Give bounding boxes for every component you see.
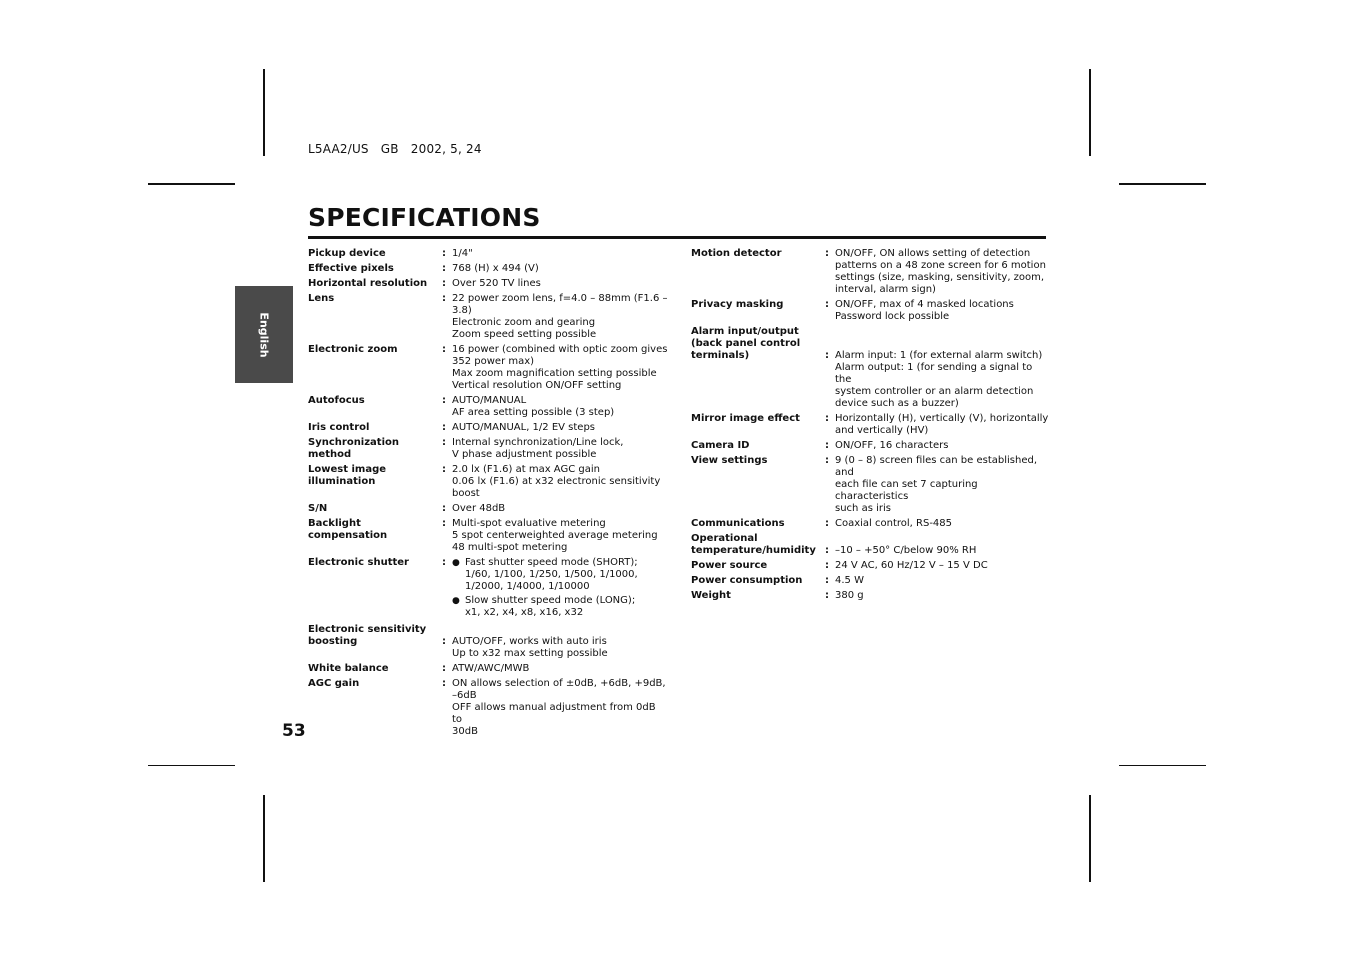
crop-mark-top-left-vertical [263,69,265,156]
bullet-dot-icon: ● [452,596,460,606]
spec-value-line: AUTO/MANUAL, 1/2 EV steps [452,422,595,433]
spec-label: Mirror image effect [691,413,800,424]
spec-value-line: 380 g [835,590,864,601]
spec-bullet-text [465,595,668,619]
spec-value-line: –10 – +50° C/below 90% RH [835,545,977,556]
spec-bullet-text [465,557,668,593]
spec-row [691,455,1051,515]
spec-row [691,440,1051,452]
spec-label: Pickup device [308,248,386,259]
spec-label: Power source [691,560,768,571]
spec-label: Privacy masking [691,299,784,310]
spec-value-line: AF area setting possible (3 step) [452,407,615,418]
spec-value [835,299,1051,323]
spec-row [308,678,668,738]
spec-separator: : [442,503,446,514]
spec-value-line: 16 power (combined with optic zoom gives [452,344,668,355]
spec-value [452,678,668,738]
spec-value [452,422,668,434]
spec-value-line: Over 48dB [452,503,506,514]
spec-value [452,636,668,660]
spec-label-line: (back panel control [691,338,801,349]
spec-row [691,518,1051,530]
spec-value-line: Electronic zoom and gearing [452,317,596,328]
spec-label-line: Electronic sensitivity [308,624,427,635]
spec-row [308,263,668,275]
spec-value-line: 9 (0 – 8) screen files can be established, and [835,455,1038,478]
crop-mark-bottom-right-horizontal [1119,765,1206,766]
spec-value-line: 30dB [452,726,478,737]
spec-separator: : [442,663,446,674]
document-code-header: L5AA2/US GB 2002, 5, 24 [308,142,482,156]
spec-label: Backlight compensation [308,518,388,541]
spec-separator: : [442,437,446,448]
bullet-dot-icon: ● [452,558,460,568]
spec-row [308,503,668,515]
spec-label: AGC gain [308,678,360,689]
spec-row [308,518,668,554]
spec-separator: : [442,278,446,289]
spec-separator: : [442,344,446,355]
crop-mark-bottom-left-vertical [263,795,265,882]
spec-separator: : [442,557,446,568]
spec-label: Weight [691,590,731,601]
spec-value [452,293,668,341]
spec-value-line: 768 (H) x 494 (V) [452,263,539,274]
crop-mark-bottom-left-horizontal [148,765,235,766]
spec-value [835,455,1051,515]
spec-value-line: 1/60, 1/100, 1/250, 1/500, 1/1000, [465,569,638,580]
crop-mark-top-right-horizontal [1119,183,1206,185]
spec-label: Power consumption [691,575,803,586]
spec-value [835,590,1051,602]
spec-row [308,248,668,260]
spec-row [308,437,668,461]
spec-value [835,350,1051,410]
spec-value [452,263,668,275]
spec-value-line: Max zoom magnification setting possible [452,368,657,379]
spec-value-line: and vertically (HV) [835,425,929,436]
spec-value-line: 2.0 lx (F1.6) at max AGC gain [452,464,600,475]
specs-right-column [691,248,1051,605]
spec-separator: : [442,293,446,304]
spec-row [308,422,668,434]
spec-separator: : [442,395,446,406]
spec-value-line: interval, alarm sign) [835,284,936,295]
spec-value [835,545,1051,557]
spec-label: Effective pixels [308,263,394,274]
spec-value-line: Horizontally (H), vertically (V), horizontally [835,413,1049,424]
spec-separator: : [442,636,446,647]
spec-row [691,533,1051,557]
spec-label: S/N [308,503,328,514]
spec-value-line: Fast shutter speed mode (SHORT); [465,557,638,568]
spec-bullet-item [452,595,668,619]
spec-label: Electronic zoom [308,344,398,355]
spec-value-line: ATW/AWC/MWB [452,663,530,674]
spec-separator: : [825,545,829,556]
spec-row [308,278,668,290]
spec-value-line: Vertical resolution ON/OFF setting [452,380,622,391]
spec-separator: : [442,464,446,475]
specs-left-column [308,248,668,741]
spec-value-line: 1/2000, 1/4000, 1/10000 [465,581,590,592]
spec-value-line: 24 V AC, 60 Hz/12 V – 15 V DC [835,560,988,571]
spec-separator: : [442,422,446,433]
spec-row [691,575,1051,587]
spec-value-line: Multi-spot evaluative metering [452,518,606,529]
spec-label: Synchronization method [308,437,400,460]
spec-value-line: each file can set 7 capturing characteristics [835,479,978,502]
spec-value [452,395,668,419]
spec-value [835,413,1051,437]
spec-label-line: temperature/humidity [691,545,816,556]
spec-row [308,557,668,621]
spec-separator: : [442,678,446,689]
spec-label: Electronic shutter [308,557,409,568]
spec-label: View settings [691,455,768,466]
spec-value-line: such as iris [835,503,891,514]
spec-value-line: 352 power max) [452,356,535,367]
spec-separator: : [442,263,446,274]
spec-value-line: device such as a buzzer) [835,398,959,409]
spec-value [835,248,1051,296]
spec-separator: : [442,518,446,529]
crop-mark-top-left-horizontal [148,183,235,185]
spec-value [452,557,668,621]
spec-label [691,326,825,410]
spec-label: Camera ID [691,440,750,451]
spec-value-line: OFF allows manual adjustment from 0dB to [452,702,656,725]
page-number: 53 [282,721,306,741]
spec-separator: : [825,350,829,361]
spec-label: Communications [691,518,785,529]
spec-row [308,464,668,500]
spec-value [452,464,668,500]
spec-value-line: Alarm output: 1 (for sending a signal to the [835,362,1033,385]
spec-value-line: ON allows selection of ±0dB, +6dB, +9dB, –6dB [452,678,666,701]
spec-value-line: 1/4" [452,248,473,259]
spec-separator: : [825,575,829,586]
spec-separator: : [825,455,829,466]
spec-separator: : [825,560,829,571]
spec-label: Motion detector [691,248,782,259]
spec-label-line: terminals) [691,350,750,361]
spec-value-line: 48 multi-spot metering [452,542,568,553]
crop-mark-bottom-right-vertical [1089,795,1091,882]
spec-separator: : [825,413,829,424]
spec-separator: : [825,299,829,310]
language-tab-label: English [257,311,271,358]
spec-row [308,344,668,392]
spec-value-line: settings (size, masking, sensitivity, zoom, [835,272,1045,283]
spec-value [452,437,668,461]
spec-value-line: system controller or an alarm detection [835,386,1034,397]
spec-value-line: boost [452,488,480,499]
spec-label-line: boosting [308,636,358,647]
spec-label: Lens [308,293,335,304]
spec-row [308,395,668,419]
spec-value [835,440,1051,452]
spec-value [452,344,668,392]
spec-label: White balance [308,663,389,674]
spec-value-line: Over 520 TV lines [452,278,541,289]
spec-row [691,590,1051,602]
spec-value-line: Internal synchronization/Line lock, [452,437,624,448]
spec-separator: : [825,518,829,529]
spec-value-line: AUTO/MANUAL [452,395,527,406]
spec-separator: : [442,248,446,259]
crop-mark-top-right-vertical [1089,69,1091,156]
spec-label: Horizontal resolution [308,278,428,289]
spec-value-line: Slow shutter speed mode (LONG); [465,595,636,606]
spec-value-line: 3.8) [452,305,472,316]
spec-value-line: Coaxial control, RS-485 [835,518,953,529]
spec-value-line: V phase adjustment possible [452,449,597,460]
spec-label: Autofocus [308,395,365,406]
spec-value-line: AUTO/OFF, works with auto iris [452,636,607,647]
spec-value-line: Alarm input: 1 (for external alarm switch) [835,350,1043,361]
spec-row [308,663,668,675]
spec-value-line: ON/OFF, 16 characters [835,440,949,451]
spec-bullet-item [452,557,668,593]
spec-value-line: 4.5 W [835,575,864,586]
spec-value-line: ON/OFF, max of 4 masked locations [835,299,1014,310]
spec-value-line: 22 power zoom lens, f=4.0 – 88mm (F1.6 – [452,293,668,304]
spec-value-line: Up to x32 max setting possible [452,648,608,659]
spec-value [452,278,668,290]
spec-label [308,624,442,660]
spec-label-line: Operational [691,533,758,544]
spec-label: Iris control [308,422,370,433]
spec-row [691,560,1051,572]
spec-row [308,293,668,341]
spec-row [691,413,1051,437]
spec-value [452,248,668,260]
spec-value-line: 0.06 lx (F1.6) at x32 electronic sensitivity [452,476,661,487]
spec-row [308,624,668,660]
spec-label [691,533,825,557]
spec-separator: : [825,248,829,259]
spec-row [691,248,1051,296]
spec-value-line: patterns on a 48 zone screen for 6 motion [835,260,1046,271]
spec-value-line: ON/OFF, ON allows setting of detection [835,248,1031,259]
spec-value-line: Password lock possible [835,311,950,322]
spec-row [691,326,1051,410]
spec-value [452,503,668,515]
spec-value-line: 5 spot centerweighted average metering [452,530,658,541]
spec-label-line: Alarm input/output [691,326,799,337]
language-tab [235,286,293,383]
spec-row [691,299,1051,323]
spec-value [452,663,668,675]
title-rule [308,236,1046,239]
spec-value [835,560,1051,572]
spec-value-line: Zoom speed setting possible [452,329,597,340]
spec-value-line: x1, x2, x4, x8, x16, x32 [465,607,584,618]
spec-separator: : [825,440,829,451]
spec-value [452,518,668,554]
spec-value [835,518,1051,530]
spec-value [835,575,1051,587]
spec-label: Lowest image illumination [308,464,387,487]
page-title: SPECIFICATIONS [308,203,541,232]
spec-separator: : [825,590,829,601]
